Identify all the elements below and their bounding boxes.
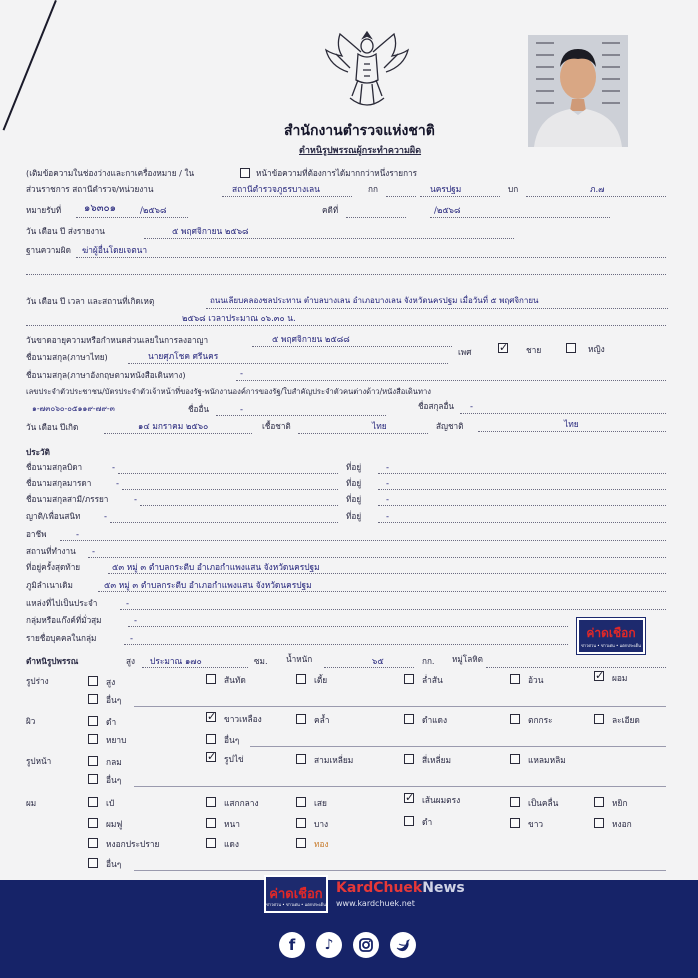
sex-female-label: หญิง xyxy=(588,344,605,354)
skin-option: ขาวเหลือง xyxy=(224,714,262,724)
spouse-address-label: ที่อยู่ xyxy=(346,494,362,504)
hair-option: เสย xyxy=(314,798,327,808)
face-checkbox xyxy=(510,754,520,764)
hair-option: เป๋ xyxy=(106,798,115,808)
build-option: ล่ำสัน xyxy=(422,675,443,685)
skin-checkbox xyxy=(404,714,414,724)
members-label: รายชื่อบุคคลในกลุ่ม xyxy=(26,633,97,643)
workplace-value: - xyxy=(92,546,96,556)
sex-label: เพศ xyxy=(458,347,472,357)
alias-surname-label: ชื่อสกุลอื่น xyxy=(418,401,454,411)
kardchuek-logo[interactable]: ค่าดเชือก ข่าวด่วน • ข่าวเด่น • แตกประเด็น xyxy=(264,875,328,913)
hair-option: หงอก xyxy=(612,819,632,829)
skin-checkbox xyxy=(594,714,604,724)
hair-checkbox xyxy=(206,797,216,807)
skin-option: ตกกระ xyxy=(528,715,553,725)
skin-label: ผิว xyxy=(26,716,36,726)
brand-name[interactable] xyxy=(336,880,465,896)
facebook-icon[interactable]: f xyxy=(279,932,305,958)
hair-checkbox xyxy=(88,818,98,828)
mother-value: - xyxy=(116,478,120,488)
face-option: สี่เหลี่ยม xyxy=(422,755,452,765)
height-label: สูง xyxy=(126,656,135,666)
blood-label: หมู่โลหิต xyxy=(452,654,483,664)
hair-option: หยิก xyxy=(612,798,628,808)
last-address-label: ที่อยู่ครั้งสุดท้าย xyxy=(26,562,81,572)
hair-checkbox xyxy=(404,816,414,826)
offense-value: ฆ่าผู้อื่นโดยเจตนา xyxy=(82,245,148,255)
hair-checkbox xyxy=(88,797,98,807)
mother-address-value: - xyxy=(386,478,390,488)
hangout-value: - xyxy=(126,598,130,608)
height-unit: ซม. xyxy=(254,656,268,666)
province-value: นครปฐม xyxy=(430,184,462,194)
occupation-label: อาชีพ xyxy=(26,529,47,539)
relative-label: ญาติ/เพื่อนสนิท xyxy=(26,511,81,521)
hair-option: ขาว xyxy=(528,819,544,829)
hair-checkbox xyxy=(88,858,98,868)
weight-label: น้ำหนัก xyxy=(286,654,313,664)
skin-option: ดำ xyxy=(106,717,117,727)
name-en-label: ชื่อนามสกุล(ภาษาอังกฤษตามหนังสือเดินทาง) xyxy=(26,370,186,380)
skin-option: อื่นๆ xyxy=(224,735,240,745)
garuda-emblem-icon xyxy=(322,24,412,116)
height-value: ประมาณ ๑๗๐ xyxy=(150,656,202,666)
receipt-year: /๒๕๖๘ xyxy=(140,205,167,215)
brand-name-secondary: News xyxy=(422,880,465,896)
father-value: - xyxy=(112,462,116,472)
skin-option: คล้ำ xyxy=(314,715,330,725)
hair-option: แดง xyxy=(224,839,239,849)
mother-label: ชื่อนามสกุลมารดา xyxy=(26,478,92,488)
unit-value: สถานีตำรวจภูธรบางเลน xyxy=(232,184,320,194)
hair-checkbox xyxy=(404,793,414,803)
hair-checkbox xyxy=(296,797,306,807)
build-option: อื่นๆ xyxy=(106,695,122,705)
face-option: กลม xyxy=(106,757,122,767)
skin-checkbox xyxy=(88,734,98,744)
hair-option: บาง xyxy=(314,819,329,829)
spouse-label: ชื่อนามสกุลสามี/ภรรยา xyxy=(26,494,109,504)
build-checkbox xyxy=(404,674,414,684)
group-label: กลุ่มหรือแก๊งค์ที่มั่วสุม xyxy=(26,615,102,625)
skin-option: หยาบ xyxy=(106,735,127,745)
suspect-photo xyxy=(528,35,628,147)
build-option: อ้วน xyxy=(528,675,544,685)
alias-value: - xyxy=(240,404,244,414)
face-checkbox xyxy=(206,752,216,762)
face-label: รูปหน้า xyxy=(26,756,52,766)
offense-label: ฐานความผิด xyxy=(26,245,71,255)
hair-option: หนา xyxy=(224,819,240,829)
skin-option: ละเอียด xyxy=(612,715,640,725)
form-title: ตำหนิรูปพรรณผู้กระทำความผิด xyxy=(299,146,422,156)
hair-checkbox xyxy=(206,838,216,848)
hair-option: ทอง xyxy=(314,839,329,849)
unit-label: ส่วนราชการ สถานีตำรวจ/หน่วยงาน xyxy=(26,184,154,194)
instruction-text: (เติมข้อความในช่องว่างและกาเครื่องหมาย / ใน xyxy=(26,168,195,178)
relative-value: - xyxy=(104,511,108,521)
hair-checkbox xyxy=(594,818,604,828)
workplace-label: สถานที่ทำงาน xyxy=(26,546,76,556)
alias-label: ชื่ออื่น xyxy=(188,404,209,414)
hair-checkbox xyxy=(206,818,216,828)
spouse-address-value: - xyxy=(386,494,390,504)
pen-line xyxy=(3,0,57,131)
name-th-value: นายศุภโชค ศรีนคร xyxy=(148,351,219,361)
face-option: อื่นๆ xyxy=(106,775,122,785)
skin-checkbox xyxy=(296,714,306,724)
hair-label: ผม xyxy=(26,798,37,808)
father-label: ชื่อนามสกุลบิดา xyxy=(26,462,83,472)
name-th-label: ชื่อนามสกุล(ภาษาไทย) xyxy=(26,352,108,362)
hair-option: เป็นคลื่น xyxy=(528,798,559,808)
kk-label: กก xyxy=(368,184,378,194)
history-section-title: ประวัติ xyxy=(26,447,50,457)
hair-checkbox xyxy=(594,797,604,807)
race-label: เชื้อชาติ xyxy=(262,421,291,431)
hair-option: อื่นๆ xyxy=(106,859,122,869)
hair-checkbox xyxy=(296,818,306,828)
build-option: สันทัด xyxy=(224,675,246,685)
hair-option: หงอกประปราย xyxy=(106,839,160,849)
skin-checkbox xyxy=(206,734,216,744)
group-value: - xyxy=(134,615,138,625)
members-value: - xyxy=(130,633,134,643)
build-option: เตี้ย xyxy=(314,675,328,685)
skin-option: ดำแดง xyxy=(422,715,448,725)
hair-option: เส้นผมตรง xyxy=(422,795,461,805)
build-checkbox xyxy=(510,674,520,684)
skin-checkbox xyxy=(88,716,98,726)
expiry-value: ๕ พฤศจิกายน ๒๕๘๘ xyxy=(272,334,350,344)
description-section-title: ตำหนิรูปพรรณ xyxy=(26,656,79,666)
skin-checkbox xyxy=(206,712,216,722)
sent-date-value: ๕ พฤศจิกายน ๒๕๖๘ xyxy=(172,226,249,236)
sex-male-checkbox xyxy=(498,343,508,353)
nationality-label: สัญชาติ xyxy=(436,421,464,431)
face-option: รูปไข่ xyxy=(224,754,244,764)
instruction-checkbox xyxy=(240,168,250,178)
receipt-value: ๑๖๓๐๑ xyxy=(84,203,116,214)
receipt-label: หมายรับที่ xyxy=(26,205,62,215)
father-address-value: - xyxy=(386,462,390,472)
brand-url[interactable]: www.kardchuek.net xyxy=(336,899,415,908)
occupation-value: - xyxy=(76,529,80,539)
incident-line1: ถนนเลียบคลองชลประทาน ตำบลบางเลน อำเภอบางเลน จังหวัดนครปฐม เมื่อวันที่ ๕ พฤศจิกายน xyxy=(210,296,539,305)
face-checkbox xyxy=(296,754,306,764)
brand-name-primary: KardChuek xyxy=(336,880,423,896)
hair-checkbox xyxy=(510,797,520,807)
relative-address-label: ที่อยู่ xyxy=(346,511,362,521)
bk-value: ภ.๗ xyxy=(590,184,605,194)
face-checkbox xyxy=(404,754,414,764)
build-label: รูปร่าง xyxy=(26,676,49,686)
face-checkbox xyxy=(88,756,98,766)
face-option: แหลมหลิม xyxy=(528,755,566,765)
build-checkbox xyxy=(296,674,306,684)
relative-address-value: - xyxy=(386,511,390,521)
build-checkbox xyxy=(88,676,98,686)
id-value: ๑-๗๓๐๖๐-๐๕๑๑๙-๗๙-๓ xyxy=(32,404,115,413)
name-en-value: - xyxy=(240,368,244,378)
build-option: ผอม xyxy=(612,673,628,683)
instagram-icon[interactable] xyxy=(353,932,379,958)
incident-line2: ๒๕๖๘ เวลาประมาณ ๐๖.๓๐ น. xyxy=(182,313,296,323)
bk-label: บก xyxy=(508,184,519,194)
build-checkbox xyxy=(206,674,216,684)
build-option: สูง xyxy=(106,677,116,687)
sent-date-label: วัน เดือน ปี ส่งรายงาน xyxy=(26,226,105,236)
id-label: เลขประจำตัวประชาชน/บัตรประจำตัวเจ้าหน้าที่ของรัฐ-พนักงานองค์การของรัฐ/ใบสำคัญประจำตัวคนต่างด้าว/หนังสือเดินทาง xyxy=(26,387,431,396)
father-address-label: ที่อยู่ xyxy=(346,462,362,472)
skin-checkbox xyxy=(510,714,520,724)
case-year: /๒๕๖๘ xyxy=(434,205,461,215)
tiktok-icon[interactable]: ♪ xyxy=(316,932,342,958)
last-address-value: ๕๓ หมู่ ๓ ตำบลกระตีบ อำเภอกำแพงแสน จังหวัดนครปฐม xyxy=(112,562,320,572)
kardchuek-watermark-logo: ค่าดเชือก ข่าวด่วน • ข่าวเด่น • แตกประเด็น xyxy=(577,618,645,654)
hometown-label: ภูมิลำเนาเดิม xyxy=(26,580,73,590)
expiry-label: วันขาดอายุความหรือกำหนดส่วนเลยในการลงอาญา xyxy=(26,335,209,345)
hair-checkbox xyxy=(296,838,306,848)
hangout-label: แหล่งที่ไปเป็นประจำ xyxy=(26,598,98,608)
incident-label: วัน เดือน ปี เวลา และสถานที่เกิดเหตุ xyxy=(26,296,155,306)
hair-option: ผมฟู xyxy=(106,819,123,829)
sex-male-label: ชาย xyxy=(526,345,542,355)
hair-checkbox xyxy=(510,818,520,828)
hometown-value: ๕๓ หมู่ ๓ ตำบลกระตีบ อำเภอกำแพงแสน จังหวัดนครปฐม xyxy=(104,580,312,590)
mother-address-label: ที่อยู่ xyxy=(346,478,362,488)
sex-female-checkbox xyxy=(566,343,576,353)
spouse-value: - xyxy=(134,494,138,504)
twitter-icon[interactable] xyxy=(390,932,416,958)
race-value: ไทย xyxy=(372,421,387,431)
hair-option: แสกกลาง xyxy=(224,798,259,808)
face-option: สามเหลี่ยม xyxy=(314,755,354,765)
instruction-tail: หน้าข้อความที่ต้องการได้มากกว่าหนึ่งรายการ xyxy=(256,168,418,178)
hair-checkbox xyxy=(88,838,98,848)
build-checkbox xyxy=(594,671,604,681)
agency-title: สำนักงานตำรวจแห่งชาติ xyxy=(284,123,435,139)
hair-option: ดำ xyxy=(422,817,433,827)
face-checkbox xyxy=(88,774,98,784)
weight-unit: กก. xyxy=(422,656,435,666)
build-checkbox xyxy=(88,694,98,704)
dob-label: วัน เดือน ปีเกิด xyxy=(26,422,79,432)
alias-surname-value: - xyxy=(470,401,474,411)
dob-value: ๑๔ มกราคม ๒๕๖๐ xyxy=(138,421,209,431)
nationality-value: ไทย xyxy=(564,419,579,429)
case-label: คดีที่ xyxy=(322,205,339,215)
weight-value: ๖๕ xyxy=(372,656,384,666)
